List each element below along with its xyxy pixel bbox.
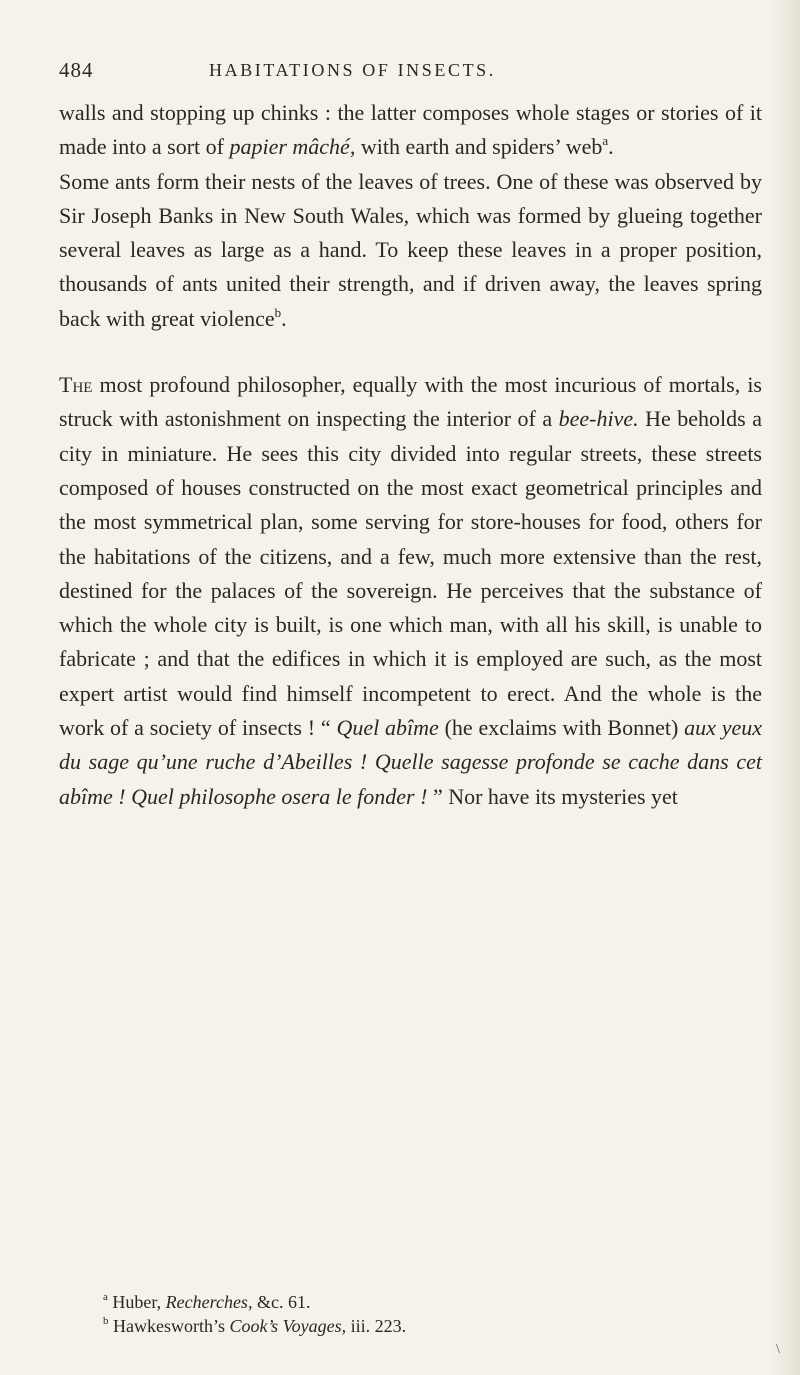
para2-text: Some ants form their nests of the leaves of trees. One of these was observed by Sir Joseph Banks in New South Wales, which was formed by glueing together several leaves as large as a hand. To keep these leaves in a proper position, thousands of ants united their strength, and if driven away, the leaves spring back with great violence xyxy=(59,168,762,331)
page-number: 484 xyxy=(59,58,94,82)
para1-end: . xyxy=(608,134,614,160)
para3-italic-quote-1: Quel abîme xyxy=(336,715,439,741)
paragraph-1 xyxy=(59,96,762,165)
footnote-b-author: Hawkesworth’s xyxy=(113,1316,230,1336)
footnote-ref-a: a xyxy=(602,133,609,149)
footnote-a-rest: &c. 61. xyxy=(252,1292,311,1312)
footnote-a-author: Huber, xyxy=(112,1292,166,1312)
para1-italic-term: papier mâché, xyxy=(229,134,356,160)
paragraph-gap xyxy=(59,336,762,368)
footnote-a-title: Recherches, xyxy=(165,1292,253,1312)
para3-text-3: (he exclaims with Bonnet) xyxy=(438,715,685,741)
body-text xyxy=(59,96,762,814)
para3-lead-word: The xyxy=(59,372,93,398)
para3-text-1: most profound philosopher, equally with the most incurious of mortals, is struck with astonishment on inspecting the interior of a xyxy=(59,372,762,432)
para3-italic-beehive: bee-hive. xyxy=(558,406,639,432)
footnote-b xyxy=(103,1314,406,1339)
para1-line2-text: stages or stories of it made into a sort of xyxy=(59,100,762,160)
paragraph-2 xyxy=(59,165,762,336)
footnote-ref-b: b xyxy=(274,304,282,320)
para1-line3-text: with earth and spiders’ web xyxy=(360,134,603,160)
footnote-b-rest: iii. 223. xyxy=(346,1316,407,1336)
footnote-b-marker: b xyxy=(103,1315,109,1327)
footnote-a-marker: a xyxy=(103,1291,108,1303)
para1-line1: walls and stopping up chinks : the latter composes whole xyxy=(59,100,570,125)
paragraph-3 xyxy=(59,368,762,814)
para3-italic-quote-2: aux yeux du sage qu’une ruche d’Abeilles ! Quelle sagesse profonde se cache dans cet abîme ! Quel philosophe osera le fonder ! xyxy=(59,715,762,809)
para3-text-2: He beholds a city in miniature. He sees this city divided into regular streets, these streets composed of houses constructed on the most exact geometrical principles and the most symmetrical plan, some serving for store-houses for food, others for the habitations of the citizens, and a few, much more extensive than the rest, destined for the palaces of the sovereign. He perceives that the substance of which the whole city is built, is one which man, with all his skill, is unable to fabricate ; and that the edifices in which it is employed are such, as the most expert artist would find himself incompetent to erect. And the whole is the work of a society of insects ! “ xyxy=(59,406,762,741)
corner-mark: \ xyxy=(776,1342,780,1357)
footnote-a xyxy=(103,1290,310,1315)
para3-text-4: ” Nor have its mysteries yet xyxy=(427,783,678,809)
running-head: HABITATIONS OF INSECTS. xyxy=(209,60,496,80)
para2-end: . xyxy=(281,305,287,331)
page-header xyxy=(59,58,759,88)
footnote-b-title: Cook’s Voyages, xyxy=(229,1316,347,1336)
